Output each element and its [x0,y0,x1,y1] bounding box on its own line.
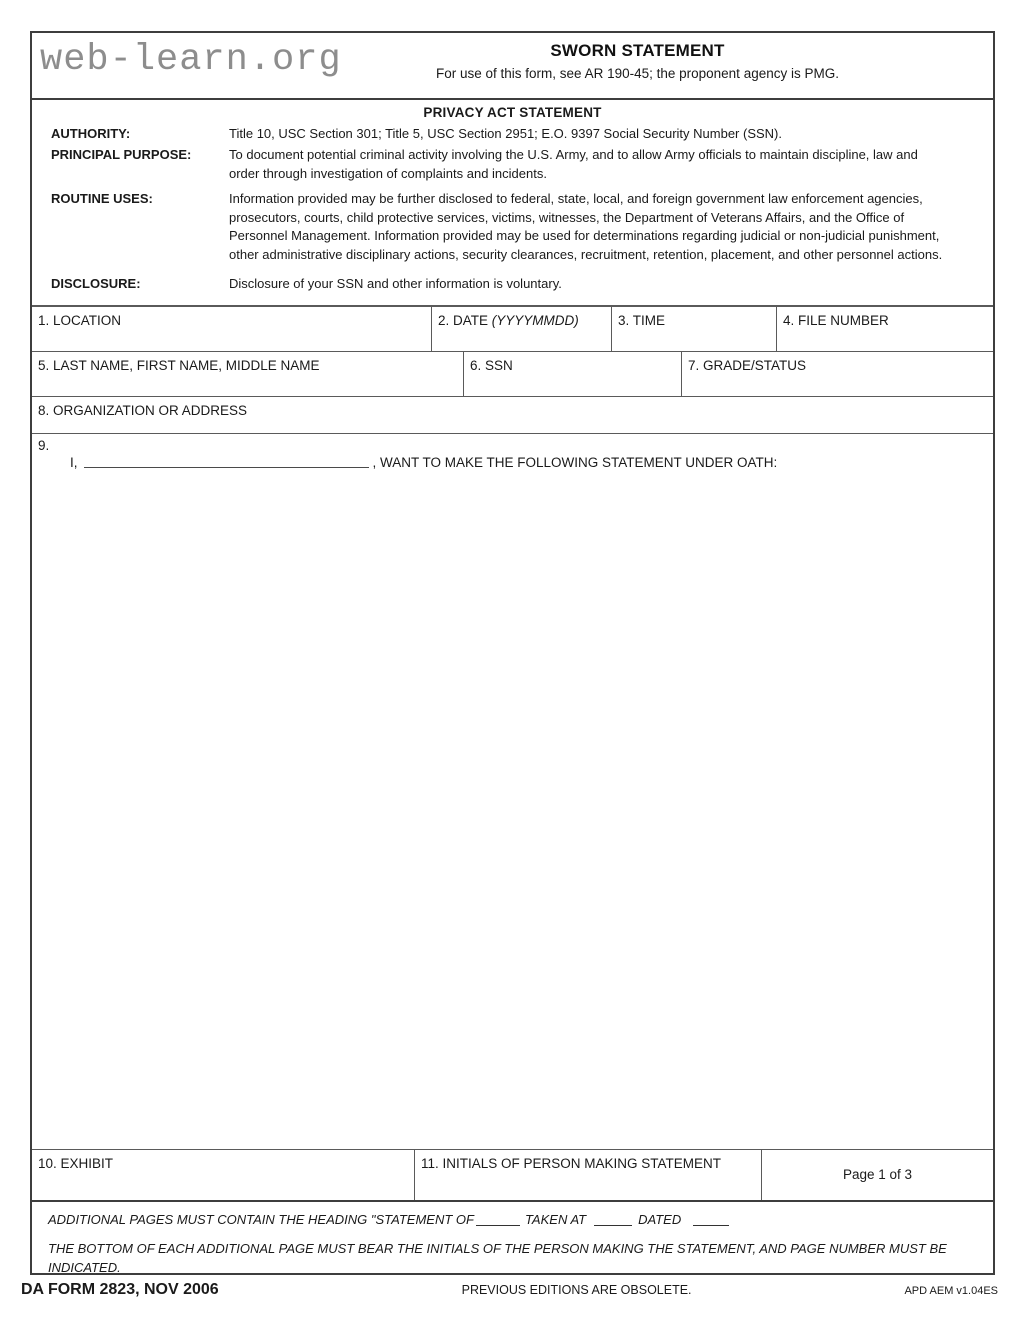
field-name[interactable] [32,352,464,396]
title-group [282,41,993,81]
principal-purpose-label: PRINCIPAL PURPOSE: [51,147,192,163]
location-label: 1. LOCATION [38,312,122,328]
disclosure-text: Disclosure of your SSN and other information is voluntary. [229,276,562,292]
form-header [32,33,993,100]
notice-taken-at-text: TAKEN AT [524,1211,587,1227]
privacy-row-disclosure [32,275,993,293]
form-footer [21,1281,998,1299]
field-location[interactable] [32,307,432,351]
disclosure-label: DISCLOSURE: [51,276,141,292]
statement-oath-line [70,454,777,470]
organization-label: 8. ORGANIZATION OR ADDRESS [38,402,248,418]
date-label [438,313,579,328]
date-format-hint: (YYYYMMDD) [491,312,579,328]
form-subtitle: For use of this form, see AR 190-45; the proponent agency is PMG. [436,66,839,81]
field-row-3 [32,396,993,433]
statement-body[interactable] [32,433,993,1149]
statement-name-blank[interactable] [84,454,369,468]
time-label: 3. TIME [618,312,666,328]
field-time[interactable] [612,307,777,351]
privacy-row-authority [32,125,993,143]
statement-suffix: , WANT TO MAKE THE FOLLOWING STATEMENT UNDER OATH: [372,454,778,470]
sworn-statement-form [30,31,995,1275]
notice-line-2: THE BOTTOM OF EACH ADDITIONAL PAGE MUST BEAR THE INITIALS OF THE PERSON MAKING THE STATEMENT, AND PAGE NUMBER MUST BE INDICATED. [48,1241,947,1276]
privacy-row-principal-purpose [32,146,993,183]
field-file-number[interactable] [777,307,993,351]
field-date[interactable] [432,307,612,351]
routine-uses-label: ROUTINE USES: [51,191,153,207]
notice-heading-text: ADDITIONAL PAGES MUST CONTAIN THE HEADING "STATEMENT OF [48,1211,474,1227]
field-grade-status[interactable] [682,352,993,396]
notice-blank-statement-of [476,1213,520,1226]
field-row-2 [32,351,993,396]
privacy-row-routine-uses [32,190,993,264]
notice-blank-dated [693,1213,729,1226]
field-initials[interactable] [415,1150,762,1200]
privacy-act-heading: PRIVACY ACT STATEMENT [423,105,602,120]
page-indicator [762,1150,993,1200]
privacy-act-section [32,100,993,306]
page-title: SWORN STATEMENT [550,41,725,60]
previous-editions-label: PREVIOUS EDITIONS ARE OBSOLETE. [461,1283,692,1297]
file-number-label: 4. FILE NUMBER [783,312,889,328]
field-row-bottom [32,1149,993,1200]
authority-text: Title 10, USC Section 301; Title 5, USC Section 2951; E.O. 9397 Social Security Number (SSN). [229,126,782,141]
form-id-label: DA FORM 2823, NOV 2006 [21,1281,219,1298]
date-label-text: 2. DATE [438,312,492,328]
name-label: 5. LAST NAME, FIRST NAME, MIDDLE NAME [38,357,320,373]
initials-label: 11. INITIALS OF PERSON MAKING STATEMENT [421,1155,722,1171]
principal-purpose-text: To document potential criminal activity involving the U.S. Army, and to allow Army officials to maintain discipline, law and order through investigation of complaints and incidents. [229,147,918,181]
notice-blank-taken-at [594,1213,632,1226]
field-ssn[interactable] [464,352,682,396]
site-watermark: web-learn.org [40,39,342,81]
statement-prefix: I, [70,454,78,470]
grade-status-label: 7. GRADE/STATUS [688,357,807,373]
page-number-text: Page 1 of 3 [842,1167,913,1183]
routine-uses-text: Information provided may be further disclosed to federal, state, local, and foreign government law enforcement agencies, prosecutors, courts, child protective services, victims, witnesses, the Department of Veterans Affairs, and the Office of Personnel Management. Information provided may be used for determinations regarding judicial or non-judicial punishment, other administrative disciplinary actions, security clearances, recruitment, retention, placement, and other personnel actions. [229,191,943,262]
notice-line-1 [48,1211,979,1230]
additional-pages-notice [32,1200,993,1276]
statement-number: 9. [38,437,50,453]
field-row-1 [32,306,993,351]
apd-version-label: APD AEM v1.04ES [904,1285,998,1297]
field-organization[interactable] [32,397,993,433]
field-exhibit[interactable] [32,1150,415,1200]
ssn-label: 6. SSN [470,357,513,373]
notice-dated-text: DATED [638,1211,682,1227]
exhibit-label: 10. EXHIBIT [38,1155,114,1171]
authority-label: AUTHORITY: [51,126,131,141]
